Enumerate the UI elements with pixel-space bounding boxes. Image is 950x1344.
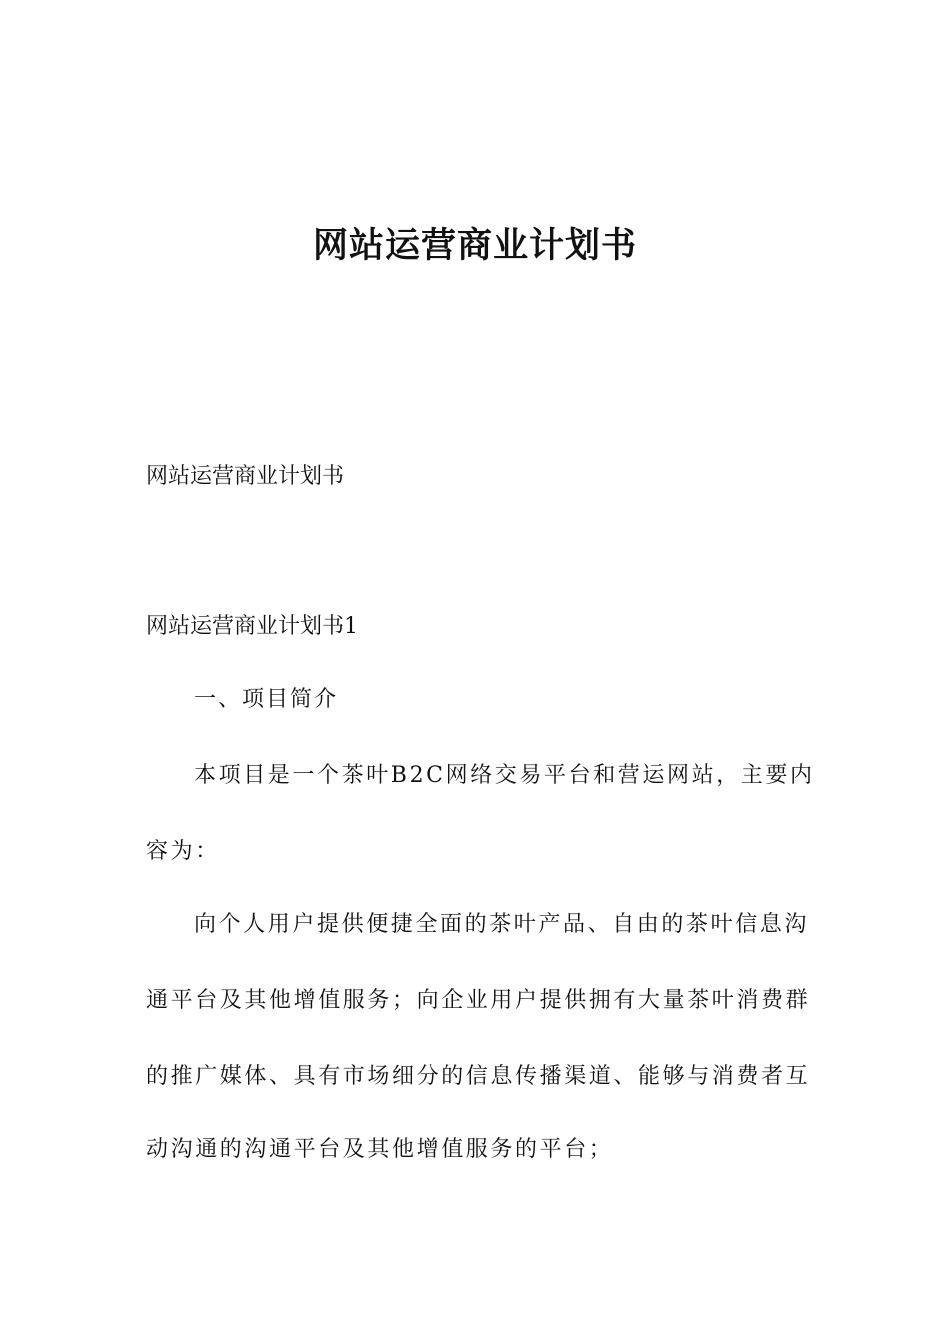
paragraph-1-line-1: 本项目是一个茶叶B2C网络交易平台和营运网站，主要内 [194,763,815,788]
paragraph-1-line-2: 容为： [146,839,220,864]
section-heading: 一、项目简介 [194,687,339,712]
paragraph-2-line-4: 动沟通的沟通平台及其他增值服务的平台； [146,1137,614,1162]
section-title: 网站运营商业计划书1 [146,614,358,639]
paragraph-2-line-2: 通平台及其他增值服务；向企业用户提供拥有大量茶叶消费群 [146,988,811,1013]
paragraph-2-line-1: 向个人用户提供便捷全面的茶叶产品、自由的茶叶信息沟 [194,912,810,937]
page-title: 网站运营商业计划书 [312,226,637,266]
paragraph-2-line-3: 的推广媒体、具有市场细分的信息传播渠道、能够与消费者互 [146,1064,811,1089]
document-subtitle: 网站运营商业计划书 [146,464,345,489]
